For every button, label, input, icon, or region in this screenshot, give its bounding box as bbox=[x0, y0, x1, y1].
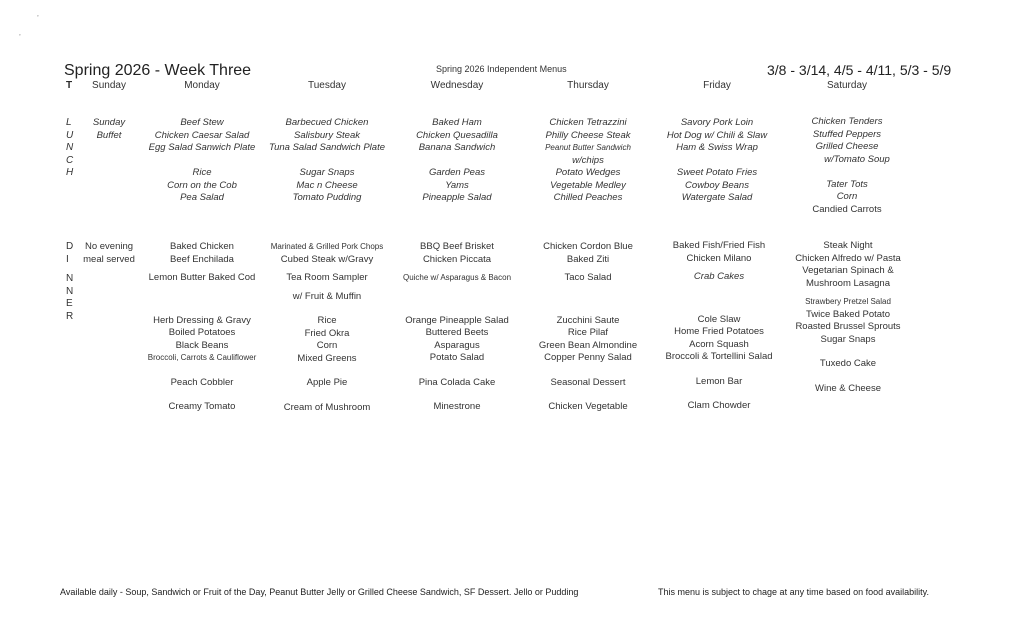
soup: Clam Chowder bbox=[687, 400, 751, 411]
entree: BBQ Beef Brisket bbox=[420, 241, 494, 252]
side: Home Fried Potatoes bbox=[674, 326, 764, 337]
entree: Banana Sandwich bbox=[418, 142, 496, 153]
lunch-wednesday bbox=[416, 117, 498, 205]
lunch-saturday bbox=[804, 116, 890, 216]
side: Pea Salad bbox=[180, 192, 224, 203]
dinner-monday bbox=[148, 241, 256, 414]
dessert: Apple Pie bbox=[306, 377, 348, 388]
entree: Baked Ziti bbox=[566, 253, 610, 265]
entree: Hot Dog w/ Chili & Slaw bbox=[666, 129, 768, 141]
entree: Chicken Quesadilla bbox=[416, 129, 498, 141]
side: Herb Dressing & Gravy bbox=[153, 314, 251, 326]
side: Potato Salad bbox=[429, 352, 485, 363]
entree: Ham & Swiss Wrap bbox=[676, 142, 758, 153]
alt-entree-note: w/ Fruit & Muffin bbox=[292, 290, 362, 302]
entree-note: w/chips bbox=[572, 154, 604, 166]
dinner-sunday: No evening meal served bbox=[83, 241, 135, 265]
side: Rice bbox=[192, 167, 212, 178]
day-header-monday: Monday bbox=[184, 80, 220, 91]
soup: Chicken Vegetable bbox=[548, 401, 628, 412]
dinner-friday bbox=[665, 240, 772, 413]
side: Yams bbox=[445, 179, 469, 191]
day-header-thursday: Thursday bbox=[567, 80, 609, 91]
soup: Wine & Cheese bbox=[814, 382, 882, 394]
side: Sugar Snaps bbox=[820, 333, 876, 345]
day-header-wednesday: Wednesday bbox=[430, 80, 484, 91]
alt-entree: Crab Cakes bbox=[693, 271, 745, 282]
side: Broccoli, Carrots & Cauliflower bbox=[147, 353, 257, 362]
available-daily-note: Available daily - Soup, Sandwich or Fruit of the Day, Peanut Butter Jelly or Grilled Cheese Sandwich, SF Dessert. Jello or Pudding bbox=[60, 587, 579, 597]
entree: Tuna Salad Sandwich Plate bbox=[268, 142, 386, 153]
dinner-saturday bbox=[795, 240, 901, 395]
side: Orange Pineapple Salad bbox=[405, 314, 509, 326]
entree: Baked Chicken bbox=[170, 241, 234, 252]
soup: Creamy Tomato bbox=[168, 401, 236, 412]
entree: Chicken Cordon Blue bbox=[543, 241, 633, 252]
entree: Baked Fish/Fried Fish bbox=[672, 240, 766, 251]
dinner-side-label: D I N N E R bbox=[66, 241, 74, 322]
side: Candied Carrots bbox=[812, 203, 882, 215]
alt-entree: Taco Salad bbox=[564, 272, 612, 283]
dessert: Seasonal Dessert bbox=[550, 376, 626, 388]
entree: Egg Salad Sanwich Plate bbox=[148, 142, 256, 153]
entree: Chicken Caesar Salad bbox=[154, 129, 250, 141]
day-header-sunday: Sunday bbox=[92, 80, 126, 91]
alt-entree: Tea Room Sampler bbox=[286, 272, 368, 283]
entree: Cubed Steak w/Gravy bbox=[280, 253, 374, 265]
entree: Steak Night bbox=[823, 240, 873, 251]
side: Green Bean Almondine bbox=[538, 339, 638, 351]
entree: Chicken Alfredo w/ Pasta bbox=[795, 252, 901, 264]
dessert: Pina Colada Cake bbox=[418, 376, 496, 388]
side: Sweet Potato Fries bbox=[676, 167, 758, 178]
dinner-wednesday bbox=[403, 241, 511, 414]
soup: Cream of Mushroom bbox=[283, 401, 371, 413]
side: Black Beans bbox=[175, 339, 229, 351]
side: Corn on the Cob bbox=[167, 179, 237, 191]
day-header-tuesday: Tuesday bbox=[308, 80, 346, 91]
side: Roasted Brussel Sprouts bbox=[795, 321, 901, 332]
side: Boiled Potatoes bbox=[168, 327, 236, 338]
alt-entree: Vegetarian Spinach & bbox=[802, 265, 894, 276]
lunch-thursday bbox=[545, 117, 631, 205]
side: Pineapple Salad bbox=[422, 192, 492, 203]
side: Broccoli & Tortellini Salad bbox=[665, 351, 773, 362]
dessert: Peach Cobbler bbox=[170, 376, 234, 388]
alt-entree: Lemon Butter Baked Cod bbox=[148, 272, 256, 283]
lunch-monday bbox=[149, 117, 256, 205]
side: Copper Penny Salad bbox=[544, 352, 632, 363]
entree: Marinated & Grilled Pork Chops bbox=[270, 242, 384, 251]
scan-mark: ’ bbox=[37, 14, 39, 23]
side: Vegetable Medley bbox=[550, 179, 626, 191]
side: Cole Slaw bbox=[697, 313, 741, 325]
entree: Beef Stew bbox=[180, 117, 224, 128]
entree: Grilled Cheese bbox=[815, 141, 879, 152]
side: Fried Okra bbox=[304, 327, 350, 339]
side: Potato Wedges bbox=[555, 167, 621, 178]
side: Acorn Squash bbox=[689, 338, 749, 350]
side: Mac n Cheese bbox=[296, 179, 358, 191]
date-range: 3/8 - 3/14, 4/5 - 4/11, 5/3 - 5/9 bbox=[767, 62, 952, 78]
side: Twice Baked Potato bbox=[806, 308, 890, 320]
lunch-sunday: Sunday Buffet bbox=[92, 117, 126, 141]
side: Strawbery Pretzel Salad bbox=[805, 297, 891, 306]
lunch-friday bbox=[667, 117, 767, 205]
disclaimer-note: This menu is subject to chage at any time based on food availability. bbox=[658, 587, 929, 597]
entree: Baked Ham bbox=[432, 117, 482, 128]
entree: Barbecued Chicken bbox=[285, 117, 369, 128]
alt-entree: Quiche w/ Asparagus & Bacon bbox=[402, 273, 512, 282]
side: Zucchini Saute bbox=[556, 314, 620, 326]
lunch-tuesday bbox=[269, 117, 385, 205]
entree: Salisbury Steak bbox=[293, 129, 361, 141]
page-title: Spring 2026 - Week Three bbox=[64, 62, 252, 79]
side: Sugar Snaps bbox=[299, 167, 355, 178]
entree: Chicken Piccata bbox=[422, 253, 492, 265]
side: Rice bbox=[317, 315, 337, 326]
entree: Peanut Butter Sandwich bbox=[545, 143, 631, 152]
entree: Philly Cheese Steak bbox=[545, 129, 631, 141]
entree: Chicken Tenders bbox=[811, 116, 883, 127]
menu-subtitle: Spring 2026 Independent Menus bbox=[436, 64, 567, 74]
entree-note: w/Tomato Soup bbox=[824, 153, 890, 165]
entree: Beef Enchilada bbox=[170, 253, 234, 265]
side: Mixed Greens bbox=[297, 352, 357, 364]
side: Watergate Salad bbox=[681, 192, 753, 203]
dessert: Lemon Bar bbox=[695, 375, 743, 387]
dinner-thursday bbox=[539, 241, 637, 414]
side: Corn bbox=[836, 191, 858, 202]
lunch-side-label: L U N C H bbox=[66, 117, 74, 178]
side: Tomato Pudding bbox=[292, 192, 362, 203]
dinner-tuesday bbox=[271, 241, 384, 414]
entree: Savory Pork Loin bbox=[680, 117, 754, 128]
side: Tater Tots bbox=[826, 178, 868, 190]
first-col-label: T bbox=[66, 80, 73, 91]
day-header-saturday: Saturday bbox=[826, 80, 868, 91]
side: Chilled Peaches bbox=[553, 192, 623, 203]
entree: Chicken Milano bbox=[686, 252, 752, 264]
entree: Stuffed Peppers bbox=[812, 128, 882, 140]
side: Rice Pilaf bbox=[567, 327, 609, 338]
entree: Chicken Tetrazzini bbox=[549, 117, 627, 128]
scan-mark: ’ bbox=[19, 33, 21, 42]
day-header-friday: Friday bbox=[703, 80, 731, 91]
side: Asparagus bbox=[434, 339, 480, 351]
side: Garden Peas bbox=[429, 167, 485, 178]
soup: Minestrone bbox=[433, 401, 481, 412]
side: Buttered Beets bbox=[425, 327, 489, 338]
side: Corn bbox=[316, 340, 338, 351]
alt-entree: Mushroom Lasagna bbox=[806, 277, 890, 289]
side: Cowboy Beans bbox=[685, 179, 749, 191]
dessert: Tuxedo Cake bbox=[819, 358, 877, 369]
